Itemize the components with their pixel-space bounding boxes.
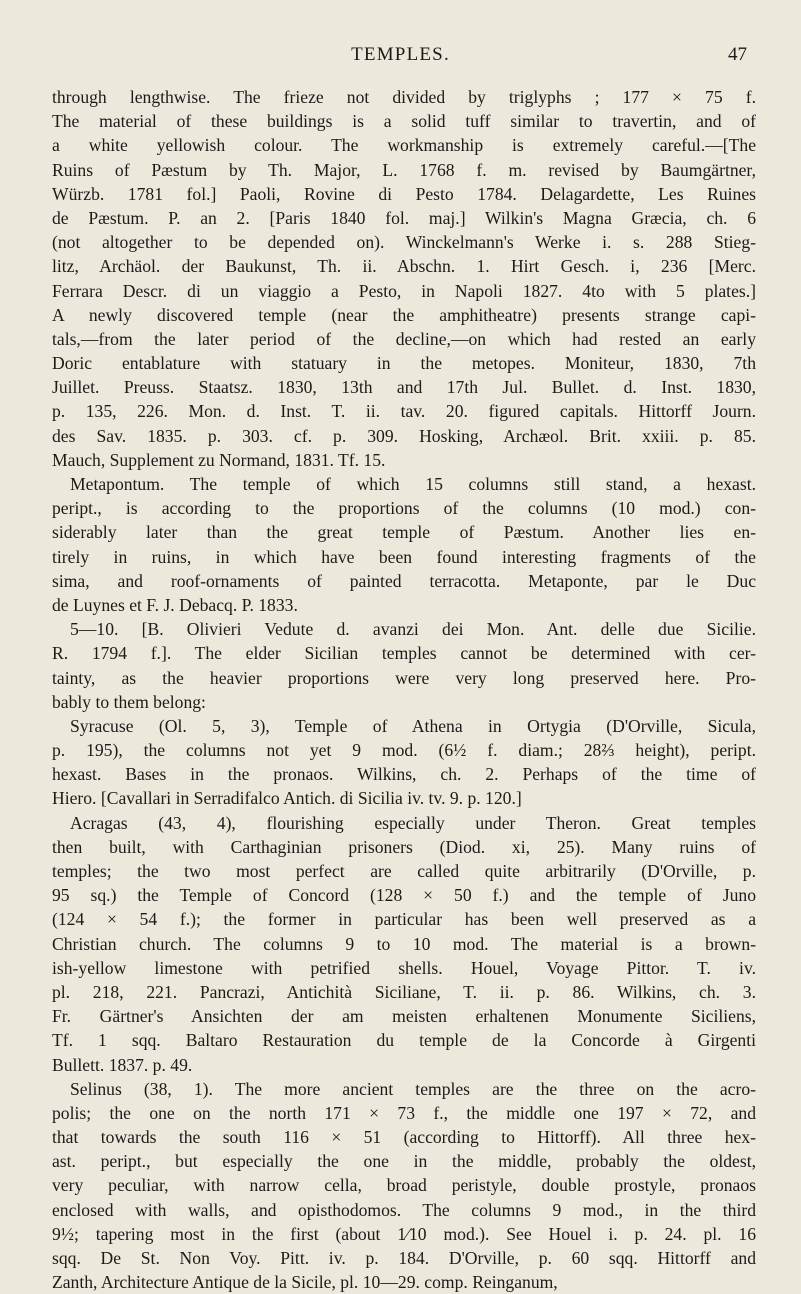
paragraph bbox=[52, 811, 756, 1077]
text-line: Fr. Gärtner's Ansichten der am meisten erhaltenen Monumente Siciliens, bbox=[52, 1006, 756, 1027]
text-line: p. 135, 226. Mon. d. Inst. T. ii. tav. 20. figured capitals. Hittorff Journ. bbox=[52, 401, 756, 422]
text-line: pl. 218, 221. Pancrazi, Antichità Siciliane, T. ii. p. 86. Wilkins, ch. 3. bbox=[52, 981, 756, 1002]
text-line: The material of these buildings is a solid tuff similar to travertin, and of bbox=[52, 111, 756, 132]
text-line: litz, Archäol. der Baukunst, Th. ii. Abschn. 1. Hirt Gesch. i, 236 [Merc. bbox=[52, 256, 756, 277]
text-line: enclosed with walls, and opisthodomos. The columns 9 mod., in the third bbox=[52, 1199, 756, 1220]
text-line: very peculiar, with narrow cella, broad peristyle, double prostyle, pronaos bbox=[52, 1175, 756, 1196]
text-line: bably to them belong: bbox=[52, 691, 206, 712]
text-line: Bullett. 1837. p. 49. bbox=[52, 1054, 193, 1075]
text-line: Zanth, Architecture Antique de la Sicile, pl. 10—29. comp. Reinganum, bbox=[52, 1272, 558, 1293]
text-line: polis; the one on the north 171 × 73 f., the middle one 197 × 72, and bbox=[52, 1102, 756, 1123]
running-head: TEMPLES. bbox=[351, 44, 450, 65]
text-line: Würzb. 1781 fol.] Paoli, Rovine di Pesto 1784. Delagardette, Les Ruines bbox=[52, 183, 756, 204]
text-line: Christian church. The columns 9 to 10 mod. The material is a brown- bbox=[52, 933, 756, 954]
text-line: 95 sq.) the Temple of Concord (128 × 50 f.) and the temple of Juno bbox=[52, 885, 756, 906]
text-line: tals,—from the later period of the decline,—on which had rested an early bbox=[52, 328, 756, 349]
text-line: ish-yellow limestone with petrified shells. Houel, Voyage Pittor. T. iv. bbox=[52, 957, 756, 978]
body-text bbox=[52, 85, 756, 1294]
text-line: a white yellowish colour. The workmanship is extremely careful.—[The bbox=[52, 135, 756, 156]
text-line: p. 195), the columns not yet 9 mod. (6½ f. diam.; 28⅔ height), peript. bbox=[52, 740, 756, 761]
text-line: then built, with Carthaginian prisoners (Diod. xi, 25). Many ruins of bbox=[52, 836, 756, 857]
page-header bbox=[0, 44, 801, 70]
text-line: (not altogether to be depended on). Winckelmann's Werke i. s. 288 Stieg- bbox=[52, 232, 756, 253]
text-line: 5—10. [B. Olivieri Vedute d. avanzi dei Mon. Ant. delle due Sicilie. bbox=[70, 619, 756, 640]
text-line: R. 1794 f.]. The elder Sicilian temples cannot be determined with cer- bbox=[52, 643, 756, 664]
text-line: Metapontum. The temple of which 15 columns still stand, a hexast. bbox=[70, 474, 756, 494]
text-line: siderably later than the great temple of Pæstum. Another lies en- bbox=[52, 522, 756, 543]
text-line: A newly discovered temple (near the amphitheatre) presents strange capi- bbox=[52, 304, 756, 325]
text-line: Acragas (43, 4), flourishing especially under Theron. Great temples bbox=[70, 812, 756, 833]
text-line: Tf. 1 sqq. Baltaro Restauration du temple de la Concorde à Girgenti bbox=[52, 1030, 756, 1051]
text-line: de Pæstum. P. an 2. [Paris 1840 fol. maj.] Wilkin's Magna Græcia, ch. 6 bbox=[52, 207, 756, 228]
text-line: temples; the two most perfect are called quite arbitrarily (D'Orville, p. bbox=[52, 861, 756, 881]
text-line: tirely in ruins, in which have been found interesting fragments of the bbox=[52, 546, 756, 567]
text-line: peript., is according to the proportions of the columns (10 mod.) con- bbox=[52, 498, 756, 519]
text-line: Hiero. [Cavallari in Serradifalco Antich. di Sicilia iv. tv. 9. p. 120.] bbox=[52, 788, 522, 809]
text-line: Ferrara Descr. di un viaggio a Pesto, in Napoli 1827. 4to with 5 plates.] bbox=[52, 280, 756, 301]
page-number: 47 bbox=[728, 44, 747, 65]
text-line: tainty, as the heavier proportions were very long preserved here. Pro- bbox=[52, 667, 756, 688]
text-line: sqq. De St. Non Voy. Pitt. iv. p. 184. D'Orville, p. 60 sqq. Hittorff and bbox=[52, 1248, 756, 1268]
paragraph bbox=[52, 617, 756, 714]
text-line: des Sav. 1835. p. 303. cf. p. 309. Hosking, Archæol. Brit. xxiii. p. 85. bbox=[52, 425, 756, 446]
text-line: through lengthwise. The frieze not divided by triglyphs ; 177 × 75 f. bbox=[52, 87, 756, 107]
text-line: Syracuse (Ol. 5, 3), Temple of Athena in Ortygia (D'Orville, Sicula, bbox=[70, 715, 756, 736]
text-line: de Luynes et F. J. Debacq. P. 1833. bbox=[52, 594, 298, 615]
paragraph bbox=[52, 714, 756, 811]
text-line: Doric entablature with statuary in the metopes. Moniteur, 1830, 7th bbox=[52, 353, 756, 374]
text-line: Ruins of Pæstum by Th. Major, L. 1768 f. m. revised by Baumgärtner, bbox=[52, 159, 756, 180]
text-line: (124 × 54 f.); the former in particular has been well preserved as a bbox=[52, 909, 756, 930]
paragraph bbox=[52, 1077, 756, 1294]
text-line: Mauch, Supplement zu Normand, 1831. Tf. 15. bbox=[52, 449, 386, 470]
text-line: Juillet. Preuss. Staatsz. 1830, 13th and 17th Jul. Bullet. d. Inst. 1830, bbox=[52, 377, 756, 398]
text-line: sima, and roof-ornaments of painted terracotta. Metaponte, par le Duc bbox=[52, 570, 756, 591]
text-line: 9½; tapering most in the first (about 1⁄10 mod.). See Houel i. p. 24. pl. 16 bbox=[52, 1223, 756, 1244]
text-line: hexast. Bases in the pronaos. Wilkins, ch. 2. Perhaps of the time of bbox=[52, 764, 756, 785]
paragraph bbox=[52, 85, 756, 472]
text-line: Selinus (38, 1). The more ancient temples are the three on the acro- bbox=[70, 1078, 756, 1099]
text-line: ast. peript., but especially the one in the middle, probably the oldest, bbox=[52, 1151, 756, 1172]
paragraph bbox=[52, 472, 756, 617]
text-line: that towards the south 116 × 51 (according to Hittorff). All three hex- bbox=[52, 1127, 756, 1148]
